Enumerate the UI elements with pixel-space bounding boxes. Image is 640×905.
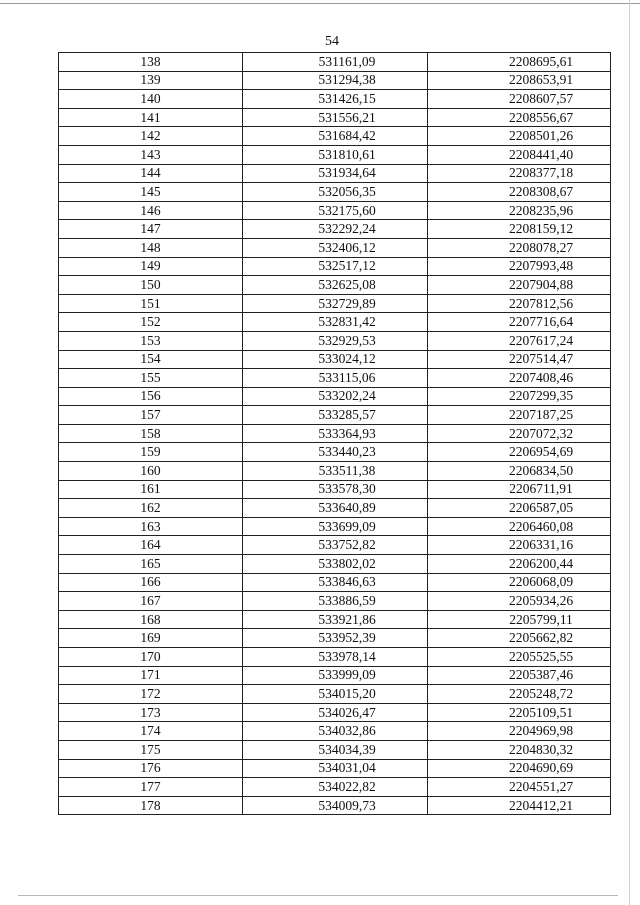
x-coordinate-cell: 533578,30 [243, 480, 428, 499]
point-number-cell: 143 [59, 145, 243, 164]
table-row [59, 201, 611, 220]
table-row [59, 573, 611, 592]
y-coordinate-cell: 2205662,82 [428, 629, 611, 648]
table-row [59, 53, 611, 72]
x-coordinate-cell: 534026,47 [243, 703, 428, 722]
table-row [59, 703, 611, 722]
point-number-cell: 157 [59, 406, 243, 425]
point-number-cell: 164 [59, 536, 243, 555]
x-coordinate-cell: 533440,23 [243, 443, 428, 462]
y-coordinate-cell: 2207187,25 [428, 406, 611, 425]
point-number-cell: 165 [59, 555, 243, 574]
table-row [59, 183, 611, 202]
x-coordinate-cell: 532729,89 [243, 294, 428, 313]
y-coordinate-cell: 2207408,46 [428, 369, 611, 388]
y-coordinate-cell: 2207514,47 [428, 350, 611, 369]
table-row [59, 722, 611, 741]
point-number-cell: 142 [59, 127, 243, 146]
x-coordinate-cell: 533886,59 [243, 592, 428, 611]
table-row [59, 387, 611, 406]
x-coordinate-cell: 534034,39 [243, 740, 428, 759]
y-coordinate-cell: 2205525,55 [428, 648, 611, 667]
y-coordinate-cell: 2208308,67 [428, 183, 611, 202]
point-number-cell: 154 [59, 350, 243, 369]
x-coordinate-cell: 533364,93 [243, 424, 428, 443]
table-row [59, 350, 611, 369]
table-row [59, 164, 611, 183]
table-row [59, 443, 611, 462]
x-coordinate-cell: 533846,63 [243, 573, 428, 592]
point-number-cell: 177 [59, 778, 243, 797]
y-coordinate-cell: 2206711,91 [428, 480, 611, 499]
y-coordinate-cell: 2206200,44 [428, 555, 611, 574]
table-row [59, 629, 611, 648]
y-coordinate-cell: 2208501,26 [428, 127, 611, 146]
point-number-cell: 161 [59, 480, 243, 499]
x-coordinate-cell: 533202,24 [243, 387, 428, 406]
x-coordinate-cell: 533699,09 [243, 517, 428, 536]
table-row [59, 462, 611, 481]
table-row [59, 759, 611, 778]
y-coordinate-cell: 2207299,35 [428, 387, 611, 406]
point-number-cell: 166 [59, 573, 243, 592]
table-row [59, 238, 611, 257]
y-coordinate-cell: 2206331,16 [428, 536, 611, 555]
y-coordinate-cell: 2208377,18 [428, 164, 611, 183]
x-coordinate-cell: 532625,08 [243, 276, 428, 295]
point-number-cell: 160 [59, 462, 243, 481]
x-coordinate-cell: 534022,82 [243, 778, 428, 797]
table-row [59, 480, 611, 499]
point-number-cell: 155 [59, 369, 243, 388]
x-coordinate-cell: 531684,42 [243, 127, 428, 146]
point-number-cell: 150 [59, 276, 243, 295]
point-number-cell: 153 [59, 331, 243, 350]
point-number-cell: 162 [59, 499, 243, 518]
x-coordinate-cell: 531934,64 [243, 164, 428, 183]
point-number-cell: 168 [59, 610, 243, 629]
y-coordinate-cell: 2208078,27 [428, 238, 611, 257]
table-row [59, 257, 611, 276]
point-number-cell: 152 [59, 313, 243, 332]
y-coordinate-cell: 2208235,96 [428, 201, 611, 220]
table-row [59, 71, 611, 90]
x-coordinate-cell: 532929,53 [243, 331, 428, 350]
y-coordinate-cell: 2206460,08 [428, 517, 611, 536]
x-coordinate-cell: 533115,06 [243, 369, 428, 388]
x-coordinate-cell: 532517,12 [243, 257, 428, 276]
point-number-cell: 173 [59, 703, 243, 722]
point-number-cell: 145 [59, 183, 243, 202]
y-coordinate-cell: 2206834,50 [428, 462, 611, 481]
page-number: 54 [325, 34, 339, 49]
table-row [59, 108, 611, 127]
y-coordinate-cell: 2207716,64 [428, 313, 611, 332]
y-coordinate-cell: 2205109,51 [428, 703, 611, 722]
x-coordinate-cell: 533921,86 [243, 610, 428, 629]
x-coordinate-cell: 534009,73 [243, 796, 428, 815]
table-row [59, 536, 611, 555]
x-coordinate-cell: 532406,12 [243, 238, 428, 257]
y-coordinate-cell: 2204969,98 [428, 722, 611, 741]
y-coordinate-cell: 2207904,88 [428, 276, 611, 295]
table-row [59, 424, 611, 443]
y-coordinate-cell: 2204830,32 [428, 740, 611, 759]
point-number-cell: 171 [59, 666, 243, 685]
point-number-cell: 146 [59, 201, 243, 220]
x-coordinate-cell: 533978,14 [243, 648, 428, 667]
coordinates-table [58, 52, 611, 815]
x-coordinate-cell: 532292,24 [243, 220, 428, 239]
y-coordinate-cell: 2207072,32 [428, 424, 611, 443]
point-number-cell: 176 [59, 759, 243, 778]
x-coordinate-cell: 531426,15 [243, 90, 428, 109]
point-number-cell: 172 [59, 685, 243, 704]
y-coordinate-cell: 2204690,69 [428, 759, 611, 778]
point-number-cell: 167 [59, 592, 243, 611]
point-number-cell: 158 [59, 424, 243, 443]
point-number-cell: 149 [59, 257, 243, 276]
table-row [59, 648, 611, 667]
point-number-cell: 144 [59, 164, 243, 183]
y-coordinate-cell: 2208653,91 [428, 71, 611, 90]
point-number-cell: 141 [59, 108, 243, 127]
y-coordinate-cell: 2205934,26 [428, 592, 611, 611]
scan-edge-right [629, 0, 630, 905]
table-row [59, 294, 611, 313]
y-coordinate-cell: 2206068,09 [428, 573, 611, 592]
table-row [59, 331, 611, 350]
point-number-cell: 170 [59, 648, 243, 667]
y-coordinate-cell: 2207993,48 [428, 257, 611, 276]
x-coordinate-cell: 533752,82 [243, 536, 428, 555]
coordinates-table-body [59, 53, 611, 815]
table-row [59, 127, 611, 146]
y-coordinate-cell: 2205387,46 [428, 666, 611, 685]
table-row [59, 499, 611, 518]
x-coordinate-cell: 533511,38 [243, 462, 428, 481]
y-coordinate-cell: 2204412,21 [428, 796, 611, 815]
point-number-cell: 163 [59, 517, 243, 536]
table-row [59, 406, 611, 425]
x-coordinate-cell: 532175,60 [243, 201, 428, 220]
point-number-cell: 138 [59, 53, 243, 72]
table-row [59, 555, 611, 574]
table-row [59, 90, 611, 109]
scan-edge-bottom [18, 895, 618, 896]
x-coordinate-cell: 533024,12 [243, 350, 428, 369]
y-coordinate-cell: 2205799,11 [428, 610, 611, 629]
x-coordinate-cell: 533999,09 [243, 666, 428, 685]
x-coordinate-cell: 531294,38 [243, 71, 428, 90]
y-coordinate-cell: 2208441,40 [428, 145, 611, 164]
x-coordinate-cell: 532831,42 [243, 313, 428, 332]
point-number-cell: 169 [59, 629, 243, 648]
x-coordinate-cell: 534031,04 [243, 759, 428, 778]
point-number-cell: 156 [59, 387, 243, 406]
table-row [59, 610, 611, 629]
x-coordinate-cell: 531161,09 [243, 53, 428, 72]
y-coordinate-cell: 2207812,56 [428, 294, 611, 313]
table-row [59, 220, 611, 239]
y-coordinate-cell: 2208607,57 [428, 90, 611, 109]
x-coordinate-cell: 533640,89 [243, 499, 428, 518]
table-row [59, 796, 611, 815]
table-row [59, 313, 611, 332]
x-coordinate-cell: 533285,57 [243, 406, 428, 425]
scan-edge-top [0, 3, 640, 4]
x-coordinate-cell: 533802,02 [243, 555, 428, 574]
table-row [59, 369, 611, 388]
table-row [59, 740, 611, 759]
table-row [59, 685, 611, 704]
point-number-cell: 139 [59, 71, 243, 90]
x-coordinate-cell: 531556,21 [243, 108, 428, 127]
table-row [59, 778, 611, 797]
point-number-cell: 174 [59, 722, 243, 741]
table-row [59, 592, 611, 611]
y-coordinate-cell: 2204551,27 [428, 778, 611, 797]
table-row [59, 517, 611, 536]
y-coordinate-cell: 2208159,12 [428, 220, 611, 239]
x-coordinate-cell: 534015,20 [243, 685, 428, 704]
point-number-cell: 178 [59, 796, 243, 815]
x-coordinate-cell: 532056,35 [243, 183, 428, 202]
y-coordinate-cell: 2208556,67 [428, 108, 611, 127]
table-row [59, 666, 611, 685]
x-coordinate-cell: 534032,86 [243, 722, 428, 741]
point-number-cell: 159 [59, 443, 243, 462]
point-number-cell: 175 [59, 740, 243, 759]
point-number-cell: 151 [59, 294, 243, 313]
x-coordinate-cell: 531810,61 [243, 145, 428, 164]
table-row [59, 145, 611, 164]
y-coordinate-cell: 2208695,61 [428, 53, 611, 72]
point-number-cell: 147 [59, 220, 243, 239]
y-coordinate-cell: 2206587,05 [428, 499, 611, 518]
point-number-cell: 140 [59, 90, 243, 109]
table-row [59, 276, 611, 295]
y-coordinate-cell: 2206954,69 [428, 443, 611, 462]
x-coordinate-cell: 533952,39 [243, 629, 428, 648]
y-coordinate-cell: 2205248,72 [428, 685, 611, 704]
y-coordinate-cell: 2207617,24 [428, 331, 611, 350]
point-number-cell: 148 [59, 238, 243, 257]
